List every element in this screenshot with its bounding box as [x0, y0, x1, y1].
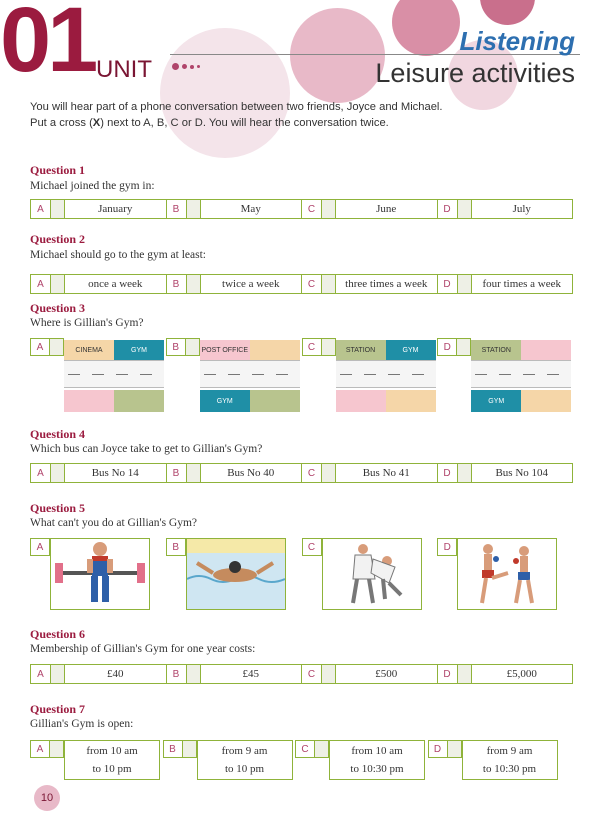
option-letter: A: [30, 740, 50, 758]
option-letter: C: [302, 275, 322, 293]
option-letter: A: [31, 464, 51, 482]
option-line: to 10 pm: [224, 763, 265, 775]
option-line: to 10:30 pm: [350, 763, 404, 775]
map-building: [521, 340, 571, 360]
question-text: Membership of Gillian's Gym for one year costs:: [30, 643, 256, 655]
answer-checkbox[interactable]: [458, 464, 472, 482]
answer-checkbox[interactable]: [186, 338, 200, 356]
dots-decoration: [172, 63, 200, 70]
option-letter: A: [30, 538, 50, 556]
option-letter: C: [302, 464, 322, 482]
answer-checkbox[interactable]: [183, 740, 197, 758]
page-subtitle: Leisure activities: [375, 58, 575, 88]
cross-mark: X: [92, 117, 101, 129]
answer-row: [30, 463, 573, 483]
option-c[interactable]: [302, 275, 438, 293]
option-label: £5,000: [506, 668, 537, 680]
option-label: [462, 740, 558, 780]
option-label: June: [376, 203, 397, 215]
option-c[interactable]: [295, 740, 428, 780]
answer-checkbox[interactable]: [315, 740, 329, 758]
option-a[interactable]: [30, 338, 166, 412]
map-building-label: GYM: [200, 390, 250, 412]
question-text: Gillian's Gym is open:: [30, 718, 134, 730]
option-label: January: [98, 203, 133, 215]
option-letter: B: [167, 665, 187, 683]
option-b[interactable]: [166, 538, 302, 610]
road-marking: [140, 374, 152, 375]
answer-checkbox[interactable]: [50, 338, 64, 356]
answer-checkbox[interactable]: [51, 275, 65, 293]
option-d[interactable]: [437, 538, 573, 610]
road-marking: [547, 374, 559, 375]
instructions-line-1: You will hear part of a phone conversation between two friends, Joyce and Michael.: [30, 101, 443, 113]
answer-row: [30, 664, 573, 684]
option-label: Bus No 40: [227, 467, 275, 479]
option-b[interactable]: [166, 338, 302, 412]
option-d[interactable]: [438, 464, 573, 482]
option-label: July: [512, 203, 531, 215]
option-label: [197, 740, 293, 780]
road-marking: [412, 374, 424, 375]
question-title: Question 4: [30, 427, 86, 441]
unit-word: UNIT: [96, 56, 152, 83]
option-letter: C: [302, 338, 322, 356]
option-c[interactable]: [302, 464, 438, 482]
question-title: Question 1: [30, 163, 86, 177]
section-title: Listening: [459, 26, 575, 56]
answer-checkbox[interactable]: [322, 338, 336, 356]
answer-row: [30, 274, 573, 294]
answer-checkbox[interactable]: [51, 665, 65, 683]
unit-number: 01: [0, 0, 95, 91]
option-label: once a week: [88, 278, 143, 290]
option-label: £40: [107, 668, 124, 680]
option-label: Bus No 14: [91, 467, 139, 479]
option-c[interactable]: [302, 338, 438, 412]
map-building: [250, 390, 300, 412]
option-letter: B: [166, 538, 186, 556]
question-text: What can't you do at Gillian's Gym?: [30, 517, 198, 529]
instructions: [30, 99, 570, 131]
map-building-label: GYM: [114, 340, 164, 360]
map-building-label: POST OFFICE: [200, 340, 250, 360]
map-building-label: STATION: [471, 340, 521, 360]
kickboxing-picture: [457, 538, 557, 610]
answer-checkbox[interactable]: [51, 200, 65, 218]
option-b[interactable]: [167, 200, 303, 218]
road-marking: [499, 374, 511, 375]
road-marking: [475, 374, 487, 375]
map-building-label: GYM: [386, 340, 436, 360]
option-a[interactable]: [31, 464, 167, 482]
option-letter: C: [302, 538, 322, 556]
street-map: [200, 340, 300, 412]
answer-row: [30, 199, 573, 219]
instructions-line-2: [30, 115, 570, 131]
road-marking: [364, 374, 376, 375]
street-map: [336, 340, 436, 412]
answer-checkbox[interactable]: [187, 464, 201, 482]
option-b[interactable]: [167, 464, 303, 482]
map-building: [64, 390, 114, 412]
decor-circle: [480, 0, 535, 25]
map-building-label: STATION: [336, 340, 386, 360]
option-b[interactable]: [167, 665, 303, 683]
decor-circle: [392, 0, 460, 56]
question-text: Which bus can Joyce take to get to Gillian's Gym?: [30, 443, 263, 455]
option-a[interactable]: [31, 275, 167, 293]
option-label: [329, 740, 425, 780]
road-marking: [252, 374, 264, 375]
option-letter: D: [438, 200, 458, 218]
street-map: [471, 340, 571, 412]
answer-row: [30, 740, 560, 780]
question-title: Question 5: [30, 501, 86, 515]
question-title: Question 6: [30, 627, 86, 641]
option-label: £500: [375, 668, 398, 680]
option-letter: B: [163, 740, 183, 758]
picture-options: [30, 538, 573, 610]
road-marking: [276, 374, 288, 375]
option-line: from 9 am: [221, 745, 268, 757]
swimming-picture: [186, 538, 286, 610]
answer-checkbox[interactable]: [458, 200, 472, 218]
option-label: four times a week: [482, 278, 561, 290]
option-a[interactable]: [31, 200, 167, 218]
map-building-label: GYM: [471, 390, 521, 412]
map-options: [30, 338, 573, 412]
weightlifting-picture: [50, 538, 150, 610]
option-label: twice a week: [222, 278, 280, 290]
option-letter: C: [302, 665, 322, 683]
answer-checkbox[interactable]: [187, 275, 201, 293]
option-letter: C: [302, 200, 322, 218]
road-marking: [228, 374, 240, 375]
option-a[interactable]: [30, 740, 163, 780]
option-b[interactable]: [163, 740, 296, 780]
option-letter: D: [438, 275, 458, 293]
instructions-text: Put a cross (: [30, 117, 93, 129]
option-letter: A: [30, 338, 50, 356]
option-d[interactable]: [438, 200, 573, 218]
option-line: from 10 am: [351, 745, 403, 757]
answer-checkbox[interactable]: [187, 665, 201, 683]
answer-checkbox[interactable]: [322, 665, 336, 683]
option-letter: A: [31, 200, 51, 218]
answer-checkbox[interactable]: [322, 200, 336, 218]
option-letter: A: [31, 275, 51, 293]
answer-checkbox[interactable]: [458, 665, 472, 683]
option-d[interactable]: [438, 275, 573, 293]
option-letter: B: [167, 464, 187, 482]
page-number: 10: [34, 785, 60, 811]
option-label: Bus No 41: [362, 467, 410, 479]
road-marking: [68, 374, 80, 375]
map-building-label: CINEMA: [64, 340, 114, 360]
option-a[interactable]: [30, 538, 166, 610]
map-building: [336, 390, 386, 412]
map-building: [114, 390, 164, 412]
decor-circle: [160, 28, 290, 158]
question-text: Where is Gillian's Gym?: [30, 317, 144, 329]
answer-checkbox[interactable]: [458, 275, 472, 293]
option-label: £45: [242, 668, 259, 680]
option-c[interactable]: [302, 538, 438, 610]
map-building: [521, 390, 571, 412]
answer-checkbox[interactable]: [50, 740, 64, 758]
option-line: from 9 am: [486, 745, 533, 757]
option-letter: D: [437, 338, 457, 356]
answer-checkbox[interactable]: [457, 338, 471, 356]
option-letter: D: [438, 464, 458, 482]
option-line: to 10:30 pm: [482, 763, 537, 775]
option-a[interactable]: [31, 665, 167, 683]
option-d[interactable]: [428, 740, 561, 780]
option-letter: B: [166, 338, 186, 356]
judo-picture: [322, 538, 422, 610]
option-label: [64, 740, 160, 780]
option-label: May: [240, 203, 261, 215]
question-text: Michael joined the gym in:: [30, 180, 155, 192]
map-building: [386, 390, 436, 412]
road-marking: [388, 374, 400, 375]
instructions-text: ) next to A, B, C or D. You will hear the conversation twice.: [100, 117, 389, 129]
option-c[interactable]: [302, 200, 438, 218]
answer-checkbox[interactable]: [322, 464, 336, 482]
option-letter: A: [31, 665, 51, 683]
option-letter: B: [167, 200, 187, 218]
answer-checkbox[interactable]: [448, 740, 462, 758]
option-line: to 10 pm: [92, 763, 132, 775]
option-d[interactable]: [438, 665, 573, 683]
option-letter: B: [167, 275, 187, 293]
option-letter: D: [437, 538, 457, 556]
option-letter: D: [438, 665, 458, 683]
answer-checkbox[interactable]: [187, 200, 201, 218]
road-marking: [92, 374, 104, 375]
option-letter: D: [428, 740, 448, 758]
option-d[interactable]: [437, 338, 573, 412]
question-title: Question 7: [30, 702, 86, 716]
answer-checkbox[interactable]: [51, 464, 65, 482]
question-text: Michael should go to the gym at least:: [30, 249, 206, 261]
option-letter: C: [295, 740, 315, 758]
option-b[interactable]: [167, 275, 303, 293]
road-marking: [116, 374, 128, 375]
question-title: Question 2: [30, 232, 86, 246]
option-label: three times a week: [345, 278, 428, 290]
road-marking: [523, 374, 535, 375]
decor-circle: [290, 8, 385, 103]
street-map: [64, 340, 164, 412]
road-marking: [340, 374, 352, 375]
option-label: Bus No 104: [495, 467, 549, 479]
map-building: [250, 340, 300, 360]
road-marking: [204, 374, 216, 375]
option-c[interactable]: [302, 665, 438, 683]
option-line: from 10 am: [86, 745, 138, 757]
answer-checkbox[interactable]: [322, 275, 336, 293]
question-title: Question 3: [30, 301, 86, 315]
